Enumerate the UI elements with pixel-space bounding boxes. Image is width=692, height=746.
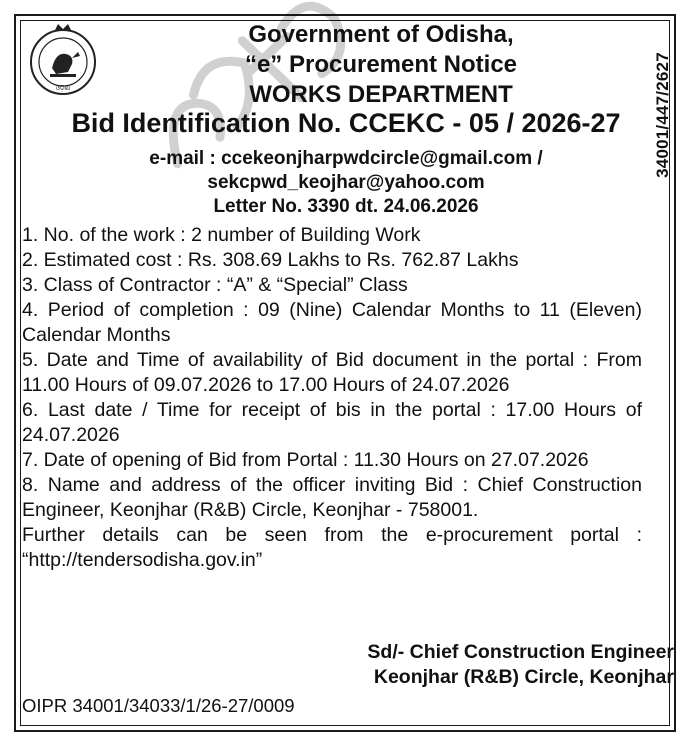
item-further-details: Further details can be seen from the e-procurement portal : “http://tendersodisha.gov.in” [22,524,642,571]
item-inviting-officer: 8. Name and address of the officer inviting Bid : Chief Construction Engineer, Keonjhar (R&B) Circle, Keonjhar - 758001. [22,474,642,521]
publication-code-text: 34001/447/2627 [653,52,672,178]
letter-number: Letter No. 3390 dt. 24.06.2026 [213,196,479,217]
signature-title: Sd/- Chief Construction Engineer [367,641,674,663]
item-contractor-class: 3. Class of Contractor : “A” & “Special” Class [22,274,408,296]
item-last-date: 6. Last date / Time for receipt of bis in the portal : 17.00 Hours of 24.07.2026 [22,399,642,446]
department-heading: WORKS DEPARTMENT [249,81,513,108]
notice-body [22,223,642,573]
oipr-reference: OIPR 34001/34033/1/26-27/0009 [22,695,295,716]
bid-identification: Bid Identification No. CCEKC - 05 / 2026-27 [71,108,621,138]
signature-office: Keonjhar (R&B) Circle, Keonjhar [373,666,674,688]
government-heading: Government of Odisha, [248,21,514,48]
svg-text:ଓଡ଼ିଶା: ଓଡ଼ିଶା [55,85,71,92]
item-completion-period: 4. Period of completion : 09 (Nine) Calendar Months to 11 (Eleven) Calendar Months [22,299,642,346]
item-bid-availability: 5. Date and Time of availability of Bid document in the portal : From 11.00 Hours of 09.07.2026 to 17.00 Hours of 24.07.2026 [22,349,642,396]
email-line-2: sekcpwd_keojhar@yahoo.com [207,172,485,193]
email-line-1: e-mail : ccekeonjharpwdcircle@gmail.com / [149,148,543,169]
item-estimated-cost: 2. Estimated cost : Rs. 308.69 Lakhs to Rs. 762.87 Lakhs [22,249,519,271]
notice-type-heading: “e” Procurement Notice [244,51,518,78]
item-bid-opening: 7. Date of opening of Bid from Portal : 11.30 Hours on 27.07.2026 [22,449,589,471]
item-work-count: 1. No. of the work : 2 number of Building Work [22,224,421,246]
